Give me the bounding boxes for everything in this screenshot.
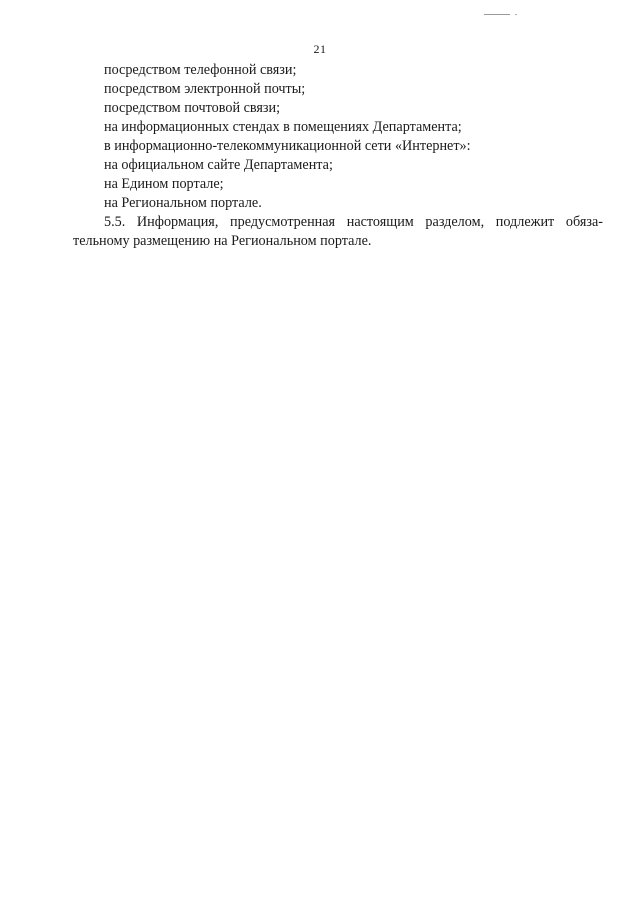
paragraph-5-5-line-1: 5.5. Информация, предусмотренная настоящим разделом, подлежит обяза-: [104, 214, 603, 230]
list-item: посредством телефонной связи;: [104, 62, 297, 78]
scan-artifact-dot: [515, 14, 517, 15]
list-item: на информационных стендах в помещениях Департамента;: [104, 119, 462, 135]
paragraph-5-5-line-2: тельному размещению на Региональном портале.: [73, 233, 372, 249]
list-item: в информационно-телекоммуникационной сети «Интернет»:: [104, 138, 471, 154]
list-item: на Едином портале;: [104, 176, 224, 192]
scan-artifact-line: [484, 14, 510, 15]
list-item: посредством электронной почты;: [104, 81, 306, 97]
list-item: посредством почтовой связи;: [104, 100, 281, 116]
list-item: на официальном сайте Департамента;: [104, 157, 333, 173]
list-item: на Региональном портале.: [104, 195, 262, 211]
document-body: [73, 61, 603, 251]
page-number: 21: [313, 42, 327, 56]
